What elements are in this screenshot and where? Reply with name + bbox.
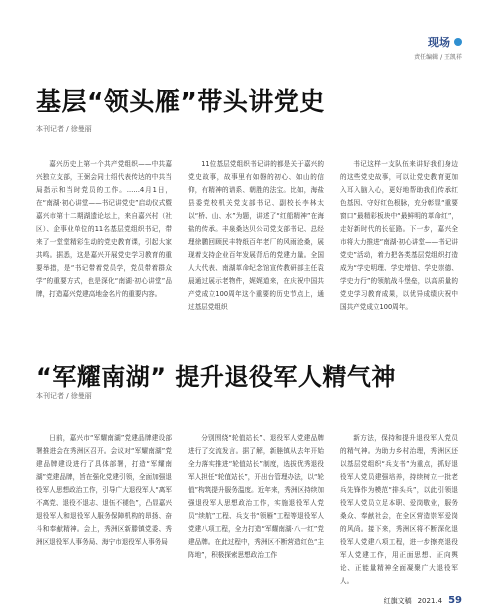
article2-title: “军耀南湖” 提升退役军人精气神 [36, 363, 396, 391]
page-footer [384, 595, 462, 606]
article2-col1-text: 日前，嘉兴市“军耀南湖”党建品牌建设部署推进会在秀洲区召开。会议对“军耀南湖”党建品牌建设进行了具体部署，打造“军耀南湖”党建品牌，旨在强化党建引领，全面加强退役军人思想政治工作，引导广大退役军人“离军不离党、退役不退志、退伍不褪色”，凸显嘉兴退役军人和退役军人服务保障机构的昂扬、奋斗和奉献精神。会上，秀洲区新滕镇党委、秀洲区退役军人事务局、海宁市退役军人事务局 [36, 434, 172, 546]
article1-column-3 [340, 158, 458, 348]
article2-col3-text: 新方法，保持和提升退役军人党员的精气神。为助力乡村治理，秀洲区还以基层党组织“兵支书”为重点，抓好退役军人党员建强培养，持续树立一批老兵先锋作为模范“排头兵”，以此引领退役军人党员立足本职、爱岗敬业，服务桑众、奉献社会，在全区营造崇军爱岗的风尚。接下来，秀洲区将不断深化退役军人党建八项工程，进一步擦亮退役军人党建工作，用正面思想、正向舆论、正能量精神全面凝聚广大退役军人。 [340, 434, 458, 585]
issue-date: 2021.4 [417, 597, 443, 605]
article2-byline: 本刊记者 / 徐曼丽 [36, 392, 92, 400]
editor-credit: 责任编辑 / 王凯祥 [414, 54, 462, 61]
article2-column-3 [340, 432, 458, 602]
section-label: 现场 [428, 36, 450, 49]
article2-column-1 [36, 432, 172, 602]
article1-byline: 本刊记者 / 徐曼丽 [36, 125, 92, 133]
magazine-name: 红旗文稿 [383, 597, 412, 605]
article1-column-2 [188, 158, 324, 348]
article1-title: 基层“领头雁”带头讲党史 [36, 87, 325, 116]
page-number: 59 [448, 595, 462, 606]
article1-col3-text: 书记这样一支队伍来讲好我们身边的这些党史故事，可以让党史教育更加入耳入脑入心，更好地帮助我们传承红色基因、守好红色根脉，充分彰显“重要窗口”最精彩板块中“最鲜明的革命红”，走好新时代的长征路。下一步，嘉兴全市将大力推进“南湖·初心讲堂——书记讲党史”活动，着力把各类基层党组织打造成为“学史明理、学史增信、学史崇德、学史力行”的领航战斗堡垒，以高质量的党史学习教育成果，以优异成绩庆祝中国共产党成立100周年。 [340, 160, 458, 311]
article1-column-1 [36, 158, 172, 348]
article1-col2-text: 11位基层党组织书记讲的都是关于嘉兴的党史故事，故事里有如磐的初心、如山的信仰，有精神的谱系、朝胜的法宝。比如，海盐县委党校机关党支部书记、副校长李林太以“桥、山、水”为题，讲述了“红船精神”在海盐的传承。丰泉桑达贝公司党支部书记、总经理徐鹏回顾民丰特纸百年老厂的风雨沧桑，展现着支持企业百年发展背后的党建力量。全国人大代表、南湖革命纪念馆宣传教研部主任袁晨通过展示老物件，娓娓道来，在庆祝中国共产党成立100周年这个重要的历史节点上，通过基层党组织 [188, 160, 324, 311]
article2-col2-text: 分别围绕“轮值站长”、退役军人党建品牌进行了交流发言。据了解，新塍镇从去年开始全力落实推进“轮值站长”制度，选拔优秀退役军人担任“轮值站长”，开出台管理办法，以“轮值”构筑提升服务温度。近年来，秀洲区持续加强退役军人思想政治工作，实施退役军人党员“续航”工程、兵支书“领雁”工程等退役军人党建八项工程，全力打造“军耀南湖·八一红”党建品牌。在此过程中，秀洲区不断营造红色“主阵地”，积极探索思想政治工作 [188, 434, 324, 559]
section-header [382, 34, 462, 61]
article1-col1-text: 嘉兴历史上第一个共产党组织——中共嘉兴独立支部，王弼会同士绍代表传达的中共当局指示和当时党员的工作。……4月1日，在“南湖·初心讲堂——书记讲党史”启动仪式暨嘉兴市第十二期湖遗论坛上，来自嘉兴村（社区）、企事业单位的11名基层党组织书记，带来了一堂堂精彩生动的党史教育课，引起大家共鸣。据悉，这是嘉兴开展党史学习教育的重要举措，是“书记带着党员学，党员带着群众学”的重要方式，也是深化“南湖·初心讲堂”品牌，打造嘉兴党建高地金名片的重要内容。 [36, 160, 172, 298]
blue-dot-icon [454, 38, 462, 46]
article2-column-2 [188, 432, 324, 602]
